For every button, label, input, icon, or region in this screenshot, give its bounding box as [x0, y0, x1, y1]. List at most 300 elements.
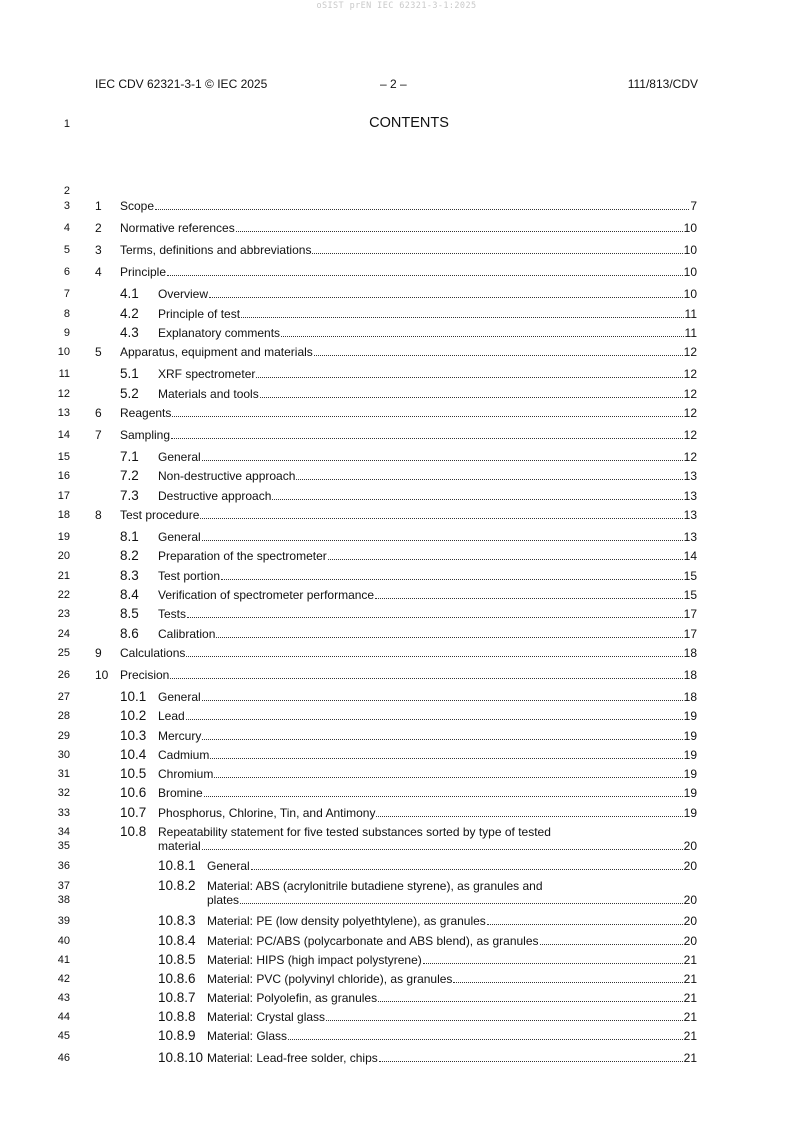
- line-number: 14: [57, 429, 70, 441]
- toc-entry-number: 3: [95, 243, 102, 257]
- toc-entry[interactable]: [0, 607, 793, 621]
- toc-entry-label: Apparatus, equipment and materials: [120, 345, 313, 359]
- toc-entry-page: 11: [684, 307, 697, 321]
- toc-entry-text: [158, 839, 697, 853]
- line-number: 19: [57, 531, 70, 543]
- toc-entry-page: 18: [683, 668, 697, 682]
- leader-dots: [202, 739, 682, 740]
- toc-entry-number: 4.3: [120, 325, 139, 340]
- toc-entry-page: 21: [683, 1029, 697, 1043]
- line-number: 17: [57, 490, 70, 502]
- line-number: 39: [57, 915, 70, 927]
- toc-entry-label: General: [158, 450, 201, 464]
- line-number: 20: [57, 550, 70, 562]
- toc-entry-label: Scope: [120, 199, 155, 213]
- toc-entry-number: 10.8.4: [158, 933, 196, 948]
- line-number: 35: [57, 840, 70, 852]
- toc-entry-text: [158, 767, 697, 781]
- toc-entry-text: [207, 859, 697, 873]
- toc-entry-label: Mercury: [158, 729, 202, 743]
- toc-entry-page: 10: [683, 287, 697, 301]
- leader-dots: [202, 849, 683, 850]
- toc-entry-text: [158, 549, 697, 563]
- toc-entry-number: 10.8.3: [158, 913, 196, 928]
- toc-entry-number: 8.5: [120, 606, 139, 621]
- line-number: 5: [63, 244, 70, 256]
- toc-entry-page: 19: [683, 806, 697, 820]
- toc-entry-label: Material: HIPS (high impact polystyrene): [207, 953, 422, 967]
- toc-entry-label: Reagents: [120, 406, 172, 420]
- toc-entry-page: 21: [683, 1051, 697, 1065]
- leader-dots: [221, 579, 683, 580]
- toc-entry-text: [158, 307, 697, 321]
- toc-entry-text: [120, 406, 697, 420]
- toc-entry-page: 12: [683, 450, 697, 464]
- line-number: 4: [63, 222, 70, 234]
- leader-dots: [240, 903, 683, 904]
- toc-entry-number: 10.8.7: [158, 990, 196, 1005]
- toc-entry[interactable]: [0, 265, 793, 279]
- toc-entry[interactable]: [0, 786, 793, 800]
- toc-entry[interactable]: [0, 469, 793, 483]
- toc-entry[interactable]: [0, 287, 793, 301]
- line-number: 32: [57, 787, 70, 799]
- toc-entry[interactable]: [0, 307, 793, 321]
- toc-entry[interactable]: [0, 953, 793, 967]
- toc-entry-page: 21: [683, 1010, 697, 1024]
- toc-entry-label: Tests: [158, 607, 187, 621]
- toc-entry-page: 18: [683, 690, 697, 704]
- toc-entry-number: 9: [95, 646, 102, 660]
- toc-entry-page: 10: [683, 243, 697, 257]
- toc-entry-number: 10.7: [120, 805, 147, 820]
- toc-entry-label: Material: Lead-free solder, chips: [207, 1051, 378, 1065]
- toc-entry[interactable]: [0, 450, 793, 464]
- leader-dots: [204, 796, 683, 797]
- toc-entry-page: 21: [683, 972, 697, 986]
- toc-entry[interactable]: [0, 530, 793, 544]
- toc-entry-page: 13: [683, 489, 697, 503]
- line-number: 44: [57, 1011, 70, 1023]
- toc-entry-text: [120, 199, 697, 213]
- toc-entry-label: Chromium: [158, 767, 214, 781]
- toc-entry-number: 8.1: [120, 529, 139, 544]
- toc-entry-text: [120, 345, 697, 359]
- toc-entry[interactable]: [0, 991, 793, 1005]
- leader-dots: [214, 777, 682, 778]
- toc-entry-text: [158, 530, 697, 544]
- toc-entry-page: 14: [683, 549, 697, 563]
- line-number: 42: [57, 973, 70, 985]
- toc-entry-page: 12: [683, 367, 697, 381]
- toc-entry-number: 2: [95, 221, 102, 235]
- toc-entry-label: Cadmium: [158, 748, 210, 762]
- toc-entry-page: 12: [683, 345, 697, 359]
- toc-entry-label: Materials and tools: [158, 387, 259, 401]
- toc-entry-label: Principle: [120, 265, 167, 279]
- leader-dots: [281, 336, 683, 337]
- toc-entry-label: Terms, definitions and abbreviations: [120, 243, 312, 257]
- toc-entry-number: 10: [95, 668, 109, 682]
- toc-entry-label: Calibration: [158, 627, 216, 641]
- toc-entry-text: [120, 668, 697, 682]
- line-number: 1: [63, 118, 70, 130]
- leader-dots: [209, 297, 683, 298]
- leader-dots: [251, 869, 683, 870]
- toc-entry-page: 19: [683, 748, 697, 762]
- line-number: 8: [63, 308, 70, 320]
- toc-entry-text: [158, 690, 697, 704]
- toc-entry[interactable]: [0, 668, 793, 682]
- toc-entry-number: 8.4: [120, 587, 139, 602]
- line-number: 24: [57, 628, 70, 640]
- leader-dots: [376, 816, 682, 817]
- toc-entry-page: 20: [683, 934, 697, 948]
- leader-dots: [423, 963, 683, 964]
- toc-entry-page: 13: [683, 469, 697, 483]
- line-number: 7: [63, 288, 70, 300]
- toc-entry[interactable]: [0, 859, 793, 873]
- watermark: oSIST prEN IEC 62321-3-1:2025: [316, 1, 477, 11]
- leader-dots: [170, 678, 682, 679]
- line-number: 41: [57, 954, 70, 966]
- toc-entry-label: Test procedure: [120, 508, 200, 522]
- line-number: 29: [57, 730, 70, 742]
- toc-entry[interactable]: [0, 1029, 793, 1043]
- toc-entry-number: 4.2: [120, 306, 139, 321]
- toc-entry-page: 21: [683, 991, 697, 1005]
- toc-entry-text: [158, 729, 697, 743]
- toc-entry-text: [207, 934, 697, 948]
- line-number: 33: [57, 807, 70, 819]
- toc-entry[interactable]: [0, 326, 793, 340]
- toc-entry[interactable]: [0, 646, 793, 660]
- leader-dots: [328, 559, 683, 560]
- toc-entry-number: 10.8.5: [158, 952, 196, 967]
- toc-entry-label-first-line: Repeatability statement for five tested substances sorted by type of tested: [158, 825, 551, 839]
- toc-entry-label: Material: Glass: [207, 1029, 288, 1043]
- line-number: 3: [63, 200, 70, 212]
- leader-dots: [172, 416, 682, 417]
- toc-entry[interactable]: [0, 972, 793, 986]
- toc-entry[interactable]: [0, 806, 793, 820]
- leader-dots: [186, 656, 682, 657]
- line-number: 45: [57, 1030, 70, 1042]
- toc-entry[interactable]: [0, 748, 793, 762]
- toc-entry[interactable]: [0, 489, 793, 503]
- leader-dots: [260, 397, 683, 398]
- toc-entry-label: Lead: [158, 709, 185, 723]
- toc-entry-text: [158, 607, 697, 621]
- toc-entry-number: 10.5: [120, 766, 147, 781]
- line-number: 25: [57, 647, 70, 659]
- header-document-id: IEC CDV 62321-3-1 © IEC 2025: [95, 77, 268, 91]
- line-number: 18: [57, 509, 70, 521]
- line-number: 27: [57, 691, 70, 703]
- line-number: 36: [57, 860, 70, 872]
- toc-entry-page: 19: [683, 767, 697, 781]
- leader-dots: [171, 438, 683, 439]
- toc-entry-page: 20: [683, 859, 697, 873]
- leader-dots: [453, 982, 682, 983]
- toc-entry[interactable]: [0, 221, 793, 235]
- toc-entry-number: 8.2: [120, 548, 139, 563]
- leader-dots: [202, 540, 683, 541]
- toc-entry-number: 10.8.2: [158, 878, 196, 893]
- leader-dots: [314, 355, 683, 356]
- toc-entry-page: 20: [683, 839, 697, 853]
- leader-dots: [167, 275, 683, 276]
- toc-entry-label: Material: PVC (polyvinyl chloride), as granules: [207, 972, 453, 986]
- toc-entry-page: 20: [683, 914, 697, 928]
- toc-entry[interactable]: [0, 934, 793, 948]
- leader-dots: [312, 253, 682, 254]
- toc-entry-number: 7.2: [120, 468, 139, 483]
- toc-entry[interactable]: [0, 627, 793, 641]
- toc-entry-text: [207, 953, 697, 967]
- line-number: 26: [57, 669, 70, 681]
- toc-entry-page: 19: [683, 729, 697, 743]
- toc-entry-label: Verification of spectrometer performance: [158, 588, 375, 602]
- toc-entry-text: [207, 914, 697, 928]
- leader-dots: [202, 460, 683, 461]
- toc-entry-label-first-line: Material: ABS (acrylonitrile butadiene styrene), as granules and: [207, 879, 543, 893]
- toc-entry[interactable]: [0, 549, 793, 563]
- leader-dots: [487, 924, 683, 925]
- toc-entry-text: [120, 508, 697, 522]
- toc-entry-text: [158, 450, 697, 464]
- toc-entry-page: 10: [683, 265, 697, 279]
- toc-entry[interactable]: [0, 878, 793, 907]
- toc-entry-text: [207, 893, 697, 907]
- toc-entry-number: 10.4: [120, 747, 147, 762]
- toc-entry-number: 8.6: [120, 626, 139, 641]
- toc-entry[interactable]: [0, 729, 793, 743]
- toc-entry-label: Material: Polyolefin, as granules: [207, 991, 378, 1005]
- toc-entry[interactable]: [0, 588, 793, 602]
- toc-entry-text: [207, 972, 697, 986]
- toc-entry-page: 15: [683, 569, 697, 583]
- leader-dots: [187, 617, 683, 618]
- toc-entry-label: Material: PE (low density polyethtylene), as granules: [207, 914, 486, 928]
- toc-entry-label: Precision: [120, 668, 170, 682]
- leader-dots: [296, 479, 682, 480]
- leader-dots: [379, 1061, 683, 1062]
- toc-entry-page: 17: [683, 627, 697, 641]
- toc-entry-text: [120, 646, 697, 660]
- leader-dots: [236, 231, 683, 232]
- leader-dots: [326, 1020, 683, 1021]
- toc-entry[interactable]: [0, 345, 793, 359]
- toc-entry[interactable]: [0, 1010, 793, 1024]
- toc-entry-label: Principle of test: [158, 307, 241, 321]
- toc-entry[interactable]: [0, 1051, 793, 1065]
- line-number: 10: [57, 346, 70, 358]
- toc-entry-number: 8: [95, 508, 102, 522]
- line-number: 12: [57, 388, 70, 400]
- toc-entry[interactable]: [0, 690, 793, 704]
- toc-entry-page: 20: [683, 893, 697, 907]
- toc-entry-number: 8.3: [120, 568, 139, 583]
- toc-entry-text: [158, 469, 697, 483]
- toc-entry-page: 21: [683, 953, 697, 967]
- leader-dots: [202, 700, 683, 701]
- line-number: 9: [63, 327, 70, 339]
- toc-entry-text: [120, 221, 697, 235]
- line-number: 34: [57, 826, 70, 838]
- toc-entry-number: 4.1: [120, 286, 139, 301]
- toc-entry-text: [158, 588, 697, 602]
- toc-entry[interactable]: [0, 387, 793, 401]
- leader-dots: [256, 377, 682, 378]
- leader-dots: [241, 317, 683, 318]
- toc-entry[interactable]: [0, 914, 793, 928]
- toc-entry-label: Test portion: [158, 569, 221, 583]
- toc-entry-number: 10.8.9: [158, 1028, 196, 1043]
- leader-dots: [378, 1001, 683, 1002]
- leader-dots: [288, 1039, 683, 1040]
- toc-entry-label: Bromine: [158, 786, 203, 800]
- toc-entry-label: XRF spectrometer: [158, 367, 256, 381]
- toc-entry-number: 5.2: [120, 386, 139, 401]
- line-number: 46: [57, 1052, 70, 1064]
- toc-entry-label: Overview: [158, 287, 209, 301]
- toc-entry-text: [158, 709, 697, 723]
- toc-entry[interactable]: [0, 709, 793, 723]
- toc-entry-number: 10.2: [120, 708, 147, 723]
- toc-entry-label: plates: [207, 893, 240, 907]
- toc-entry[interactable]: [0, 406, 793, 420]
- line-number: 43: [57, 992, 70, 1004]
- leader-dots: [272, 499, 682, 500]
- line-number: 16: [57, 470, 70, 482]
- toc-entry-page: 7: [690, 199, 697, 213]
- leader-dots: [186, 719, 683, 720]
- toc-entry-page: 18: [683, 646, 697, 660]
- toc-entry-text: [158, 569, 697, 583]
- leader-dots: [155, 209, 689, 210]
- toc-entry-page: 13: [683, 530, 697, 544]
- toc-entry-number: 4: [95, 265, 102, 279]
- toc-entry-label: Explanatory comments: [158, 326, 281, 340]
- toc-entry[interactable]: [0, 508, 793, 522]
- toc-entry[interactable]: [0, 824, 793, 853]
- line-number: 2: [63, 185, 70, 197]
- leader-dots: [216, 637, 682, 638]
- toc-entry-text: [207, 991, 697, 1005]
- toc-entry-page: 17: [683, 607, 697, 621]
- toc-entry-label: Material: Crystal glass: [207, 1010, 326, 1024]
- toc-entry-label: material: [158, 839, 201, 853]
- toc-entry[interactable]: [0, 199, 793, 213]
- leader-dots: [540, 944, 683, 945]
- toc-entry-page: 12: [683, 406, 697, 420]
- toc-entry-number: 7.1: [120, 449, 139, 464]
- toc-entry-number: 5.1: [120, 366, 139, 381]
- line-number: 31: [57, 768, 70, 780]
- toc-entry-label: Destructive approach: [158, 489, 272, 503]
- toc-entry-page: 19: [683, 709, 697, 723]
- line-number: 38: [57, 894, 70, 906]
- toc-entry-text: [207, 1051, 697, 1065]
- toc-entry-number: 6: [95, 406, 102, 420]
- toc-entry-page: 13: [683, 508, 697, 522]
- line-number: 23: [57, 608, 70, 620]
- toc-entry-label: General: [158, 690, 201, 704]
- leader-dots: [375, 598, 683, 599]
- header-page-number: – 2 –: [380, 77, 407, 91]
- line-number: 6: [63, 266, 70, 278]
- page-title: CONTENTS: [369, 115, 449, 131]
- line-number: 21: [57, 570, 70, 582]
- toc-entry-label: Preparation of the spectrometer: [158, 549, 327, 563]
- toc-entry-number: 10.1: [120, 689, 147, 704]
- toc-entry-text: [120, 243, 697, 257]
- toc-entry-text: [158, 287, 697, 301]
- toc-entry-text: [158, 748, 697, 762]
- header-document-code: 111/813/CDV: [627, 77, 698, 91]
- toc-entry-number: 10.8.10: [158, 1050, 204, 1065]
- toc-entry-number: 10.8.8: [158, 1009, 196, 1024]
- toc-entry[interactable]: [0, 243, 793, 257]
- line-number: 22: [57, 589, 70, 601]
- toc-entry-text: [207, 1029, 697, 1043]
- toc-entry-text: [158, 326, 697, 340]
- line-number: 28: [57, 710, 70, 722]
- toc-entry-label: Material: PC/ABS (polycarbonate and ABS blend), as granules: [207, 934, 539, 948]
- toc-entry-number: 10.3: [120, 728, 147, 743]
- toc-entry[interactable]: [0, 767, 793, 781]
- toc-entry-label: Non-destructive approach: [158, 469, 296, 483]
- toc-entry-number: 10.8.6: [158, 971, 196, 986]
- line-number: 37: [57, 880, 70, 892]
- toc-entry-text: [158, 786, 697, 800]
- toc-entry-text: [120, 265, 697, 279]
- toc-entry-text: [158, 489, 697, 503]
- line-number: 15: [57, 451, 70, 463]
- toc-entry-text: [158, 387, 697, 401]
- toc-entry[interactable]: [0, 569, 793, 583]
- toc-entry-page: 15: [683, 588, 697, 602]
- toc-entry-text: [158, 806, 697, 820]
- toc-entry-label: Normative references: [120, 221, 235, 235]
- toc-entry-label: General: [158, 530, 201, 544]
- line-number: 11: [58, 368, 70, 380]
- toc-entry-number: 1: [95, 199, 102, 213]
- toc-entry-label: Phosphorus, Chlorine, Tin, and Antimony: [158, 806, 376, 820]
- toc-entry-page: 19: [683, 786, 697, 800]
- toc-entry-text: [158, 627, 697, 641]
- toc-entry-page: 11: [684, 326, 697, 340]
- toc-entry-label: Calculations: [120, 646, 186, 660]
- toc-entry-page: 12: [683, 387, 697, 401]
- line-number: 30: [57, 749, 70, 761]
- toc-entry-label: Sampling: [120, 428, 171, 442]
- leader-dots: [210, 758, 682, 759]
- toc-entry-text: [158, 367, 697, 381]
- toc-entry-number: 7: [95, 428, 102, 442]
- toc-entry-number: 10.6: [120, 785, 147, 800]
- leader-dots: [200, 518, 682, 519]
- toc-entry-text: [120, 428, 697, 442]
- line-number: 13: [57, 407, 70, 419]
- toc-entry-page: 10: [683, 221, 697, 235]
- toc-entry-number: 10.8: [120, 824, 147, 839]
- toc-entry[interactable]: [0, 428, 793, 442]
- toc-entry-label: General: [207, 859, 250, 873]
- line-number: 40: [57, 935, 70, 947]
- toc-entry[interactable]: [0, 367, 793, 381]
